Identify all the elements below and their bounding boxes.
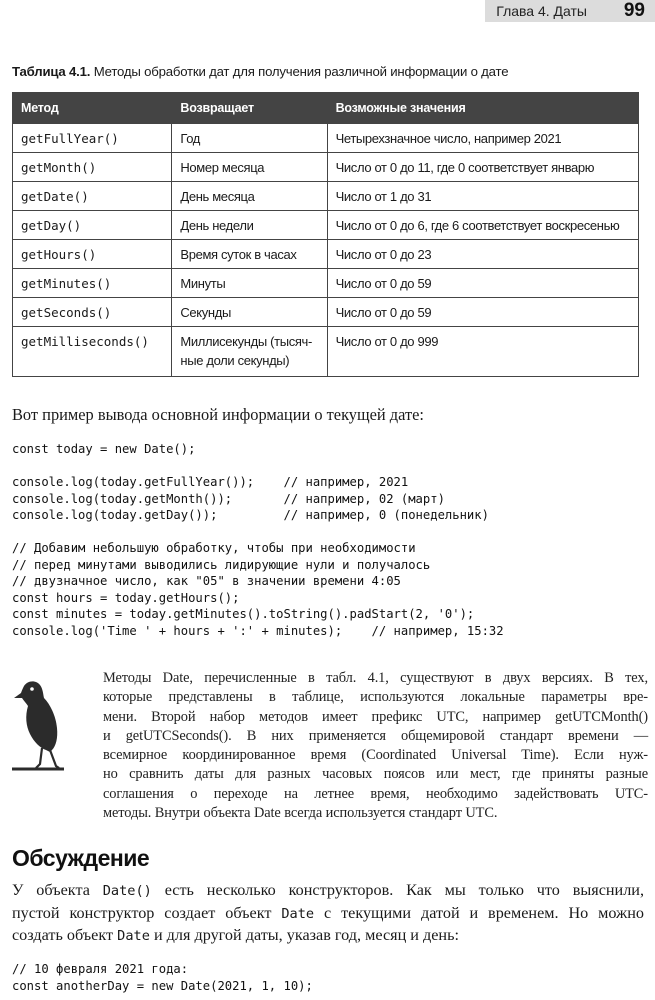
returns-cell: Номер месяца <box>172 153 327 182</box>
note-line: соглашения о переходе на летнее время, необходимо задействовать UTC- <box>103 785 648 802</box>
crow-icon <box>10 676 66 772</box>
page-number: 99 <box>623 0 645 21</box>
section-heading: Обсуждение <box>12 845 150 871</box>
table-row <box>13 240 639 269</box>
intro-paragraph: Вот пример вывода основной информации о текущей дате: <box>12 405 424 424</box>
column-header-returns: Возвращает <box>172 93 327 124</box>
table-row <box>13 153 639 182</box>
discussion-line <box>12 925 644 948</box>
returns-cell: Год <box>172 124 327 153</box>
note-line: методы. Внутри объекта Date всегда используется стандарт UTC. <box>103 805 498 822</box>
note-line: и getUTCSeconds(). В них применяется общемировой стандарт времени — <box>103 727 648 744</box>
note-line: всемирное координированное время (Coordinated Universal Time). Если нуж- <box>103 747 648 764</box>
column-header-method: Метод <box>13 93 172 124</box>
date-methods-table <box>12 92 639 377</box>
text-run: создать объект <box>12 926 118 944</box>
code-example-2: // 10 февраля 2021 года: const anotherDay = new Date(2021, 1, 10); <box>12 962 313 993</box>
inline-code: Date <box>281 905 315 922</box>
text-run: и для другой даты, указав год, месяц и день: <box>149 926 459 944</box>
values-cell: Четырехзначное число, например 2021 <box>327 124 638 153</box>
values-cell: Число от 0 до 23 <box>327 240 638 269</box>
table-row <box>13 182 639 211</box>
discussion-line <box>12 880 644 903</box>
code-example-1: const today = new Date(); console.log(today.getFullYear()); // например, 2021 console.log(today.getMonth()); // например, 02 (март) console.log(today.getDay()); // например, 0 (понедельник) // Добавим небольшую обработку, чтобы при необходимости // перед минутами выводились лидирующие нули и получалось // двузначное число, как "05" в значении времени 4:05 const hours = today.getHours(); const minutes = today.getMinutes().toString().padStart(2, '0'); console.log('Time ' + hours + ':' + minutes); // например, 15:32 <box>12 442 504 638</box>
table-header-row <box>13 93 639 124</box>
note-line: которые представлены в таблице, используются локальные параметры вре- <box>103 689 648 706</box>
note-line: Методы Date, перечисленные в табл. 4.1, существуют в двух версиях. В тех, <box>103 670 648 686</box>
returns-cell <box>172 327 327 377</box>
text-run: У объекта <box>12 881 103 899</box>
table-row <box>13 327 639 377</box>
method-cell: getMilliseconds() <box>13 327 172 377</box>
method-cell: getFullYear() <box>13 124 172 153</box>
chapter-title: Глава 4. Даты <box>496 3 587 19</box>
method-cell: getMonth() <box>13 153 172 182</box>
discussion-paragraph <box>12 880 644 948</box>
method-cell: getMinutes() <box>13 269 172 298</box>
table-row <box>13 211 639 240</box>
values-cell: Число от 0 до 59 <box>327 269 638 298</box>
table-caption <box>12 64 652 79</box>
returns-line: Миллисекунды (тысяч- <box>180 334 312 349</box>
note-line: но сравнить даты для разных часовых поясов или мест, где приняты разные <box>103 766 648 783</box>
values-cell: Число от 0 до 59 <box>327 298 638 327</box>
text-run: пустой конструктор создает объект <box>12 903 282 922</box>
values-cell: Число от 0 до 999 <box>327 327 638 377</box>
column-header-values: Возможные значения <box>327 93 638 124</box>
returns-cell: Секунды <box>172 298 327 327</box>
returns-cell: День месяца <box>172 182 327 211</box>
table-row <box>13 124 639 153</box>
returns-cell: День недели <box>172 211 327 240</box>
table-caption-text: Методы обработки дат для получения различной информации о дате <box>90 64 509 79</box>
running-header <box>0 0 655 22</box>
table-caption-label: Таблица 4.1. <box>12 64 91 79</box>
table-row <box>13 269 639 298</box>
method-cell: getDay() <box>13 211 172 240</box>
inline-code: Date <box>117 928 150 944</box>
values-cell: Число от 1 до 31 <box>327 182 638 211</box>
method-cell: getSeconds() <box>13 298 172 327</box>
returns-cell: Время суток в часах <box>172 240 327 269</box>
text-run: с текущими датой и временем. Но можно <box>314 903 644 922</box>
method-cell: getHours() <box>13 240 172 269</box>
discussion-line <box>12 903 644 926</box>
values-cell: Число от 0 до 11, где 0 соответствует январю <box>327 153 638 182</box>
note-paragraph <box>103 669 648 823</box>
returns-cell: Минуты <box>172 269 327 298</box>
method-cell: getDate() <box>13 182 172 211</box>
text-run: есть несколько конструкторов. Как мы только что выяснили, <box>151 881 644 899</box>
values-cell: Число от 0 до 6, где 6 соответствует воскресенью <box>327 211 638 240</box>
inline-code: Date() <box>102 883 152 899</box>
returns-line: ные доли секунды) <box>180 353 290 368</box>
note-line: мени. Второй набор методов имеет префикс UTC, например getUTCMonth() <box>103 708 648 725</box>
table-row <box>13 298 639 327</box>
